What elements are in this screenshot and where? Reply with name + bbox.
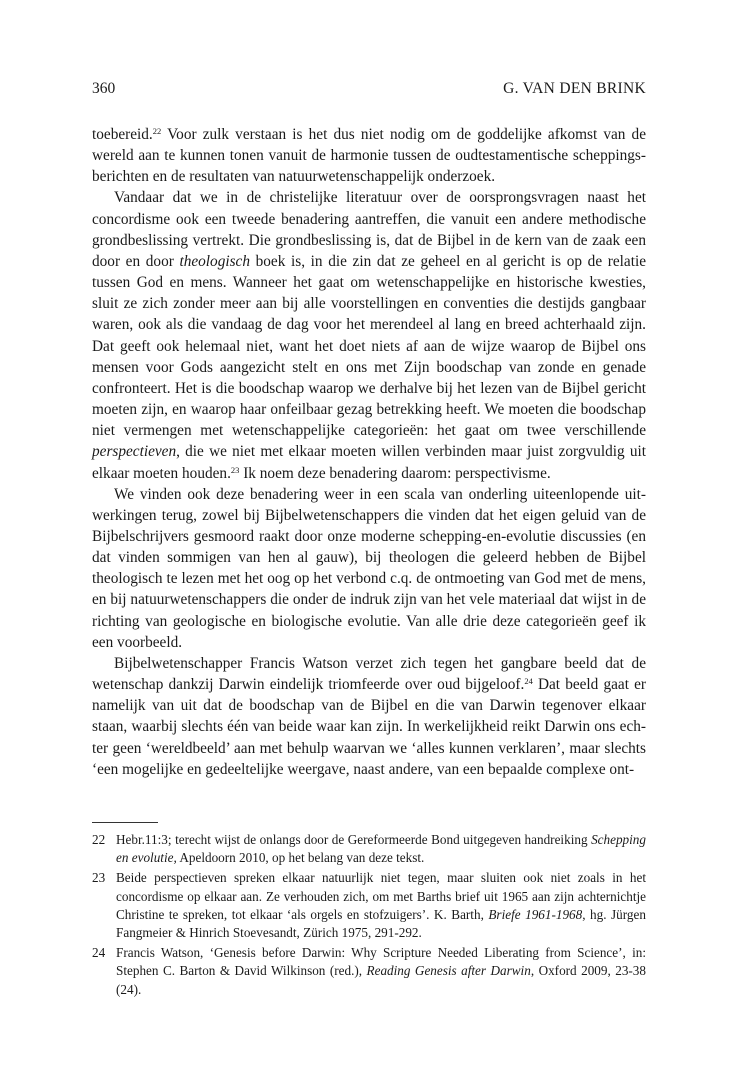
- footnote-text: [116, 831, 646, 867]
- footnote-text: [116, 869, 646, 942]
- paragraph-2: [92, 187, 646, 483]
- paragraph-4: [92, 653, 646, 780]
- footnote-ref-23[interactable]: 23: [230, 464, 240, 475]
- footnote-text-part: Francis Watson, ‘Genesis before Darwin: Why Scripture Needed Liberating from Science’, in: Stephen C. Barton & David Wilkinson (red.),: [116, 945, 646, 979]
- paragraph-text: Vandaar dat we in de christelijke literatuur over de oorsprongsvragen naast het concordisme ook een tweede benadering aantreffen, die vanuit een andere methodische grondbeslissing vertrekt. Die grondbeslissing is, dat de Bijbel in de kern van de zaak een door en door: [92, 189, 646, 270]
- emphasis-theologisch: theologisch: [179, 252, 250, 270]
- paragraph-text: Ik noem deze benadering daarom: perspectivisme.: [239, 464, 551, 482]
- footnote-text-part: Hebr.11:3; terecht wijst de onlangs door de Gereformeerde Bond uitgegeven handreiking: [116, 832, 592, 847]
- paragraph-text: , die we niet met elkaar moeten willen verbinden maar juist zorgvuldig uit elkaar moeten houden.: [92, 443, 646, 482]
- footnote-number: 23: [92, 870, 106, 886]
- footnote-text: [116, 944, 646, 999]
- main-text: [92, 124, 646, 780]
- footnotes: [92, 831, 646, 1001]
- footnote-22: [92, 831, 646, 867]
- footnote-number: 22: [92, 832, 106, 847]
- footnote-text-part: , hg. Jürgen Fangmeier & Hinrich Stoevesandt, Zürich 1975, 291-292.: [116, 906, 646, 941]
- footnote-title: Reading Genesis after Darwin: [366, 963, 531, 979]
- footnote-title: Schepping en evolutie,: [116, 832, 646, 866]
- footnote-divider: [92, 822, 158, 823]
- footnote-23: [92, 869, 646, 942]
- paragraph-3: [92, 484, 646, 653]
- emphasis-perspectieven: perspectieven: [92, 443, 177, 461]
- paragraph-text: boek is, in die zin dat ze geheel en al gericht is op de relatie tussen God en mens. Wanneer het gaat om wetenschappelijke en historische kwesties, sluit ze zich zonder meer aan bij alle voorstellingen en conventies die destijds gangbaar waren, ook als die vandaag de dag voor het merendeel al lang en breed achterhaald zijn. Dat geeft ook helemaal niet, want het doet niets af aan de wijze waarop de Bijbel ons mensen voor Gods aangezicht stelt en ons met Zijn boodschap van zonde en genade confronteert. Het is die boodschap waarop we derhalve bij het lezen van de Bijbel gericht moeten zijn, en waarop haar onfeilbaar gezag betrekking heeft. We moeten die boodschap niet vermengen met wetenschappelijke categorieën: het gaat om twee verschillende: [92, 252, 646, 440]
- footnote-24: [92, 944, 646, 999]
- paragraph-1: [92, 124, 646, 187]
- footnote-number: 24: [92, 945, 106, 961]
- page-number: 360: [92, 80, 116, 97]
- paragraph-text: We vinden ook deze benadering weer in een scala van onderling uiteenlopende uitwerkingen terug, zowel bij Bijbelwetenschappers die vinden dat het eigen geluid van de Bijbelschrijvers gesmoord raakt door onze moderne schepping-en-evolutie discussies (en dat vinden sommigen van hen al gauw), bij theologen die geleerd hebben de Bijbel theologisch te lezen met het oog op het verbond c.q. de ontmoeting van God met de mens, en bij natuurwetenschappers die onder de indruk zijn van het vele materiaal dat wijst in de richting van geologische en biologische evolutie. Van alle drie deze categorieën geef ik een voorbeeld.: [92, 485, 646, 651]
- paragraph-text: Dat beeld gaat er namelijk van uit dat de boodschap van de Bijbel en die van Darwin tegenover elkaar staan, waarbij slechts één van beide waar kan zijn. In werkelijkheid reikt Darwin ons echter geen ‘wereldbeeld’ aan met behulp waarvan we ‘alles kunnen verklaren’, maar slechts ‘een mogelijke en gedeeltelijke weergave, naast andere, van een bepaalde complexe ont-: [92, 676, 646, 778]
- paragraph-text: Bijbelwetenschapper Francis Watson verzet zich tegen het gangbare beeld dat de wetenschap dankzij Darwin eindelijk triomfeerde over oud bijgeloof.: [92, 654, 646, 694]
- footnote-title: Briefe 1961-1968: [488, 906, 583, 922]
- footnote-ref-22[interactable]: 22: [152, 126, 162, 136]
- footnote-text-part: Apeldoorn 2010, op het belang van deze tekst.: [176, 850, 425, 866]
- footnote-ref-24[interactable]: 24: [524, 676, 533, 687]
- footnote-text-part: Beide perspectieven spreken elkaar natuurlijk niet tegen, maar sluiten ook niet zoals in het concordisme op elkaar aan. Ze verhouden zich, om met Barths brief uit 1965 aan zijn achternichtje Christine te spreken, tot elkaar ‘als orgels en stofzuigers’. K. Barth,: [116, 870, 646, 922]
- paragraph-text: toebereid.: [92, 126, 153, 143]
- paragraph-text: Voor zulk verstaan is het dus niet nodig om de goddelijke afkomst van de wereld aan te kunnen tonen vanuit de harmonie tussen de oudtestamentische scheppingsberichten en de resultaten van natuurwetenschappelijk onderzoek.: [92, 126, 646, 186]
- footnote-text-part: , Oxford 2009, 23-38 (24).: [116, 963, 646, 997]
- running-head: G. VAN DEN BRINK: [503, 80, 646, 97]
